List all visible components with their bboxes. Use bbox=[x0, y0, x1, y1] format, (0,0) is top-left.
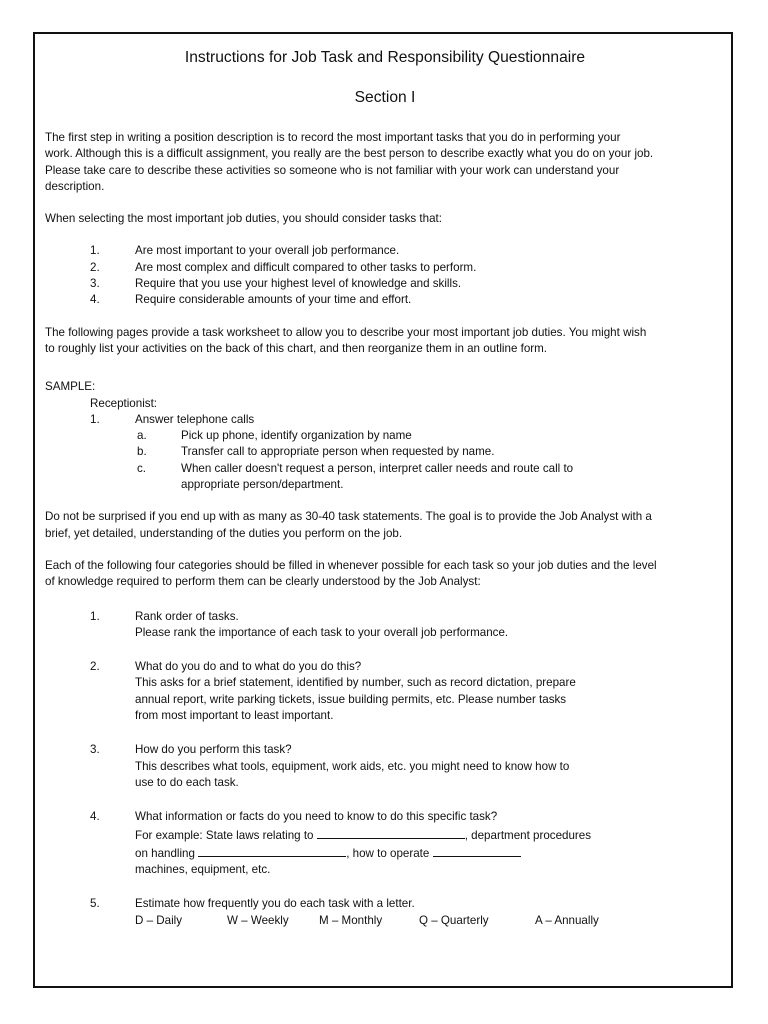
frequency-weekly: W – Weekly bbox=[227, 913, 289, 927]
list-text: Are most important to your overall job performance. bbox=[135, 244, 400, 258]
categories-line: of knowledge required to perform them can be clearly understood by the Job Analyst: bbox=[45, 575, 481, 589]
frequency-legend bbox=[135, 913, 725, 929]
section-heading: Section I bbox=[354, 89, 416, 106]
list-number: 1. bbox=[90, 244, 100, 258]
surprise-line: brief, yet detailed, understanding of the duties you perform on the job. bbox=[45, 526, 403, 540]
category-number: 5. bbox=[90, 897, 100, 911]
sample-subtask bbox=[137, 428, 725, 444]
sample-label: SAMPLE: bbox=[45, 380, 96, 394]
category-text: annual report, write parking tickets, issue building permits, etc. Please number tasks bbox=[135, 692, 567, 706]
category-item bbox=[90, 609, 725, 642]
list-text: Require that you use your highest level of knowledge and skills. bbox=[135, 277, 462, 291]
blank-line bbox=[433, 844, 521, 857]
sample-block bbox=[45, 379, 725, 493]
worksheet-paragraph bbox=[45, 325, 725, 358]
list-item bbox=[90, 292, 725, 308]
sample-subtask bbox=[137, 461, 725, 494]
surprise-line: Do not be surprised if you end up with as many as 30-40 task statements. The goal is to provide the Job Analyst with a bbox=[45, 510, 652, 524]
category-heading: Estimate how frequently you do each task with a letter. bbox=[135, 897, 415, 911]
categories-paragraph bbox=[45, 558, 725, 591]
sample-task bbox=[90, 412, 725, 428]
document-body bbox=[45, 48, 725, 929]
intro-paragraph bbox=[45, 130, 725, 195]
surprise-paragraph bbox=[45, 509, 725, 542]
category-number: 3. bbox=[90, 743, 100, 757]
intro-line: work. Although this is a difficult assignment, you really are the best person to describe exactly what you do on your job. bbox=[45, 147, 654, 161]
category-text: use to do each task. bbox=[135, 775, 239, 789]
category-text: machines, equipment, etc. bbox=[135, 863, 271, 877]
category-item bbox=[90, 896, 725, 929]
category-heading: How do you perform this task? bbox=[135, 743, 292, 757]
categories-line: Each of the following four categories should be filled in whenever possible for each task so your job duties and the level bbox=[45, 558, 657, 572]
list-item bbox=[90, 243, 725, 259]
sample-task-text: Answer telephone calls bbox=[135, 412, 255, 426]
worksheet-line: The following pages provide a task worksheet to allow you to describe your most important job duties. You might wish bbox=[45, 325, 647, 339]
category-text: Please rank the importance of each task to your overall job performance. bbox=[135, 625, 509, 639]
document-title: Instructions for Job Task and Responsibility Questionnaire bbox=[184, 49, 586, 66]
subtask-text: Pick up phone, identify organization by name bbox=[181, 429, 412, 443]
subtask-text: When caller doesn't request a person, interpret caller needs and route call to bbox=[181, 461, 574, 475]
category-number: 2. bbox=[90, 660, 100, 674]
subtask-text: Transfer call to appropriate person when requested by name. bbox=[181, 445, 495, 459]
category-text bbox=[135, 826, 725, 844]
category-item bbox=[90, 659, 725, 724]
sample-task-number: 1. bbox=[90, 412, 100, 426]
category-text: from most important to least important. bbox=[135, 709, 334, 723]
frequency-monthly: M – Monthly bbox=[319, 913, 383, 927]
sample-subtask bbox=[137, 444, 725, 460]
subtask-letter: a. bbox=[137, 429, 147, 443]
example-text: , department procedures bbox=[464, 828, 592, 842]
frequency-annually: A – Annually bbox=[535, 913, 599, 927]
blank-line bbox=[317, 826, 465, 839]
category-number: 1. bbox=[90, 609, 100, 623]
example-text: on handling bbox=[135, 846, 199, 860]
example-text: For example: State laws relating to bbox=[135, 828, 317, 842]
blank-line bbox=[198, 844, 346, 857]
selection-criteria-list bbox=[90, 243, 725, 308]
list-text: Are most complex and difficult compared to other tasks to perform. bbox=[135, 260, 477, 274]
list-number: 3. bbox=[90, 277, 100, 291]
frequency-daily: D – Daily bbox=[135, 913, 183, 927]
subtask-text: appropriate person/department. bbox=[181, 478, 344, 492]
list-item bbox=[90, 276, 725, 292]
list-item bbox=[90, 260, 725, 276]
subtask-letter: b. bbox=[137, 445, 147, 459]
intro-line: description. bbox=[45, 179, 105, 193]
sample-role: Receptionist: bbox=[90, 396, 158, 410]
category-number: 4. bbox=[90, 810, 100, 824]
select-intro: When selecting the most important job duties, you should consider tasks that: bbox=[45, 212, 442, 226]
worksheet-line: to roughly list your activities on the back of this chart, and then reorganize them in an outline form. bbox=[45, 341, 548, 355]
list-number: 2. bbox=[90, 260, 100, 274]
intro-line: The first step in writing a position description is to record the most important tasks that you do in performing your bbox=[45, 131, 621, 144]
categories-list bbox=[90, 609, 725, 929]
category-item bbox=[90, 742, 725, 791]
category-heading: What information or facts do you need to know to do this specific task? bbox=[135, 810, 498, 824]
subtask-letter: c. bbox=[137, 461, 147, 475]
category-heading: What do you do and to what do you do this? bbox=[135, 660, 362, 674]
category-text: This asks for a brief statement, identified by number, such as record dictation, prepare bbox=[135, 676, 576, 690]
frequency-quarterly: Q – Quarterly bbox=[419, 913, 489, 927]
category-text bbox=[135, 844, 725, 862]
list-number: 4. bbox=[90, 293, 100, 307]
list-text: Require considerable amounts of your time and effort. bbox=[135, 293, 412, 307]
category-item bbox=[90, 809, 725, 878]
category-heading: Rank order of tasks. bbox=[135, 609, 239, 623]
category-text: This describes what tools, equipment, work aids, etc. you might need to know how to bbox=[135, 759, 570, 773]
example-text: , how to operate bbox=[346, 846, 433, 860]
intro-line: Please take care to describe these activities so someone who is not familiar with your work can understand your bbox=[45, 163, 620, 177]
